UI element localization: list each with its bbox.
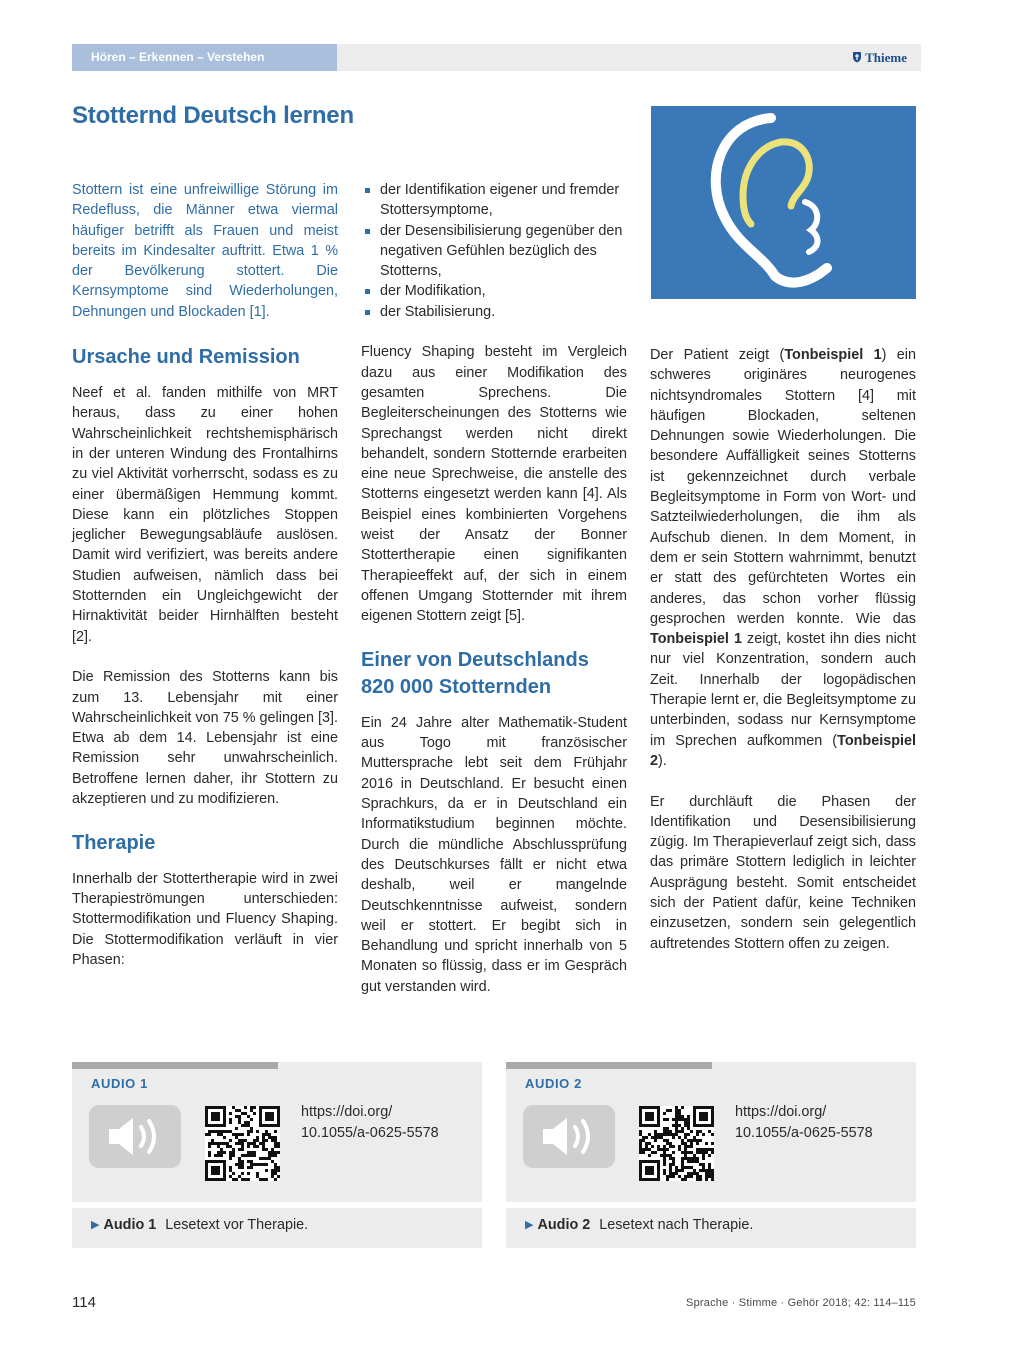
journal-citation: Sprache · Stimme · Gehör 2018; 42: 114–115: [686, 1297, 916, 1309]
audio-card-1: [72, 1062, 482, 1202]
paragraph: Innerhalb der Stottertherapie wird in zwei Therapieströmungen unterschieden: Stottermodifikation und Fluency Shaping. Die Stottermodifikation verläuft in vier Phasen:: [72, 870, 338, 968]
list-item: der Stabilisierung.: [361, 302, 627, 322]
article-title: Stotternd Deutsch lernen: [72, 102, 354, 129]
audio-caption-2: [506, 1208, 916, 1248]
column-1: [72, 180, 338, 990]
publisher-name: Thieme: [865, 50, 907, 65]
running-header: [72, 44, 921, 71]
ear-illustration: [651, 106, 916, 299]
list-item: der Desensibilisierung gegenüber den negativen Gefühlen bezüglich des Stotterns,: [361, 221, 627, 282]
list-item: der Identifikation eigener und fremder Stottersymptome,: [361, 180, 627, 221]
caption-title: Audio 2: [537, 1217, 591, 1233]
speaker-icon[interactable]: [89, 1105, 181, 1168]
thieme-logo-icon: [852, 51, 862, 63]
caption-text: Lesetext vor Therapie.: [165, 1217, 309, 1233]
section-tag: Hören – Erkennen – Verstehen: [72, 44, 337, 71]
column-2: [361, 180, 627, 1017]
card-accent-line: [506, 1062, 712, 1069]
page-number: 114: [72, 1294, 96, 1311]
paragraph: Die Remission des Stotterns kann bis zum 13. Lebensjahr mit einer Wahrscheinlichkeit von 75 % gelingen [3]. Etwa ab dem 14. Lebensjahr ist eine Remission sehr unwahrscheinlich. Betroffene lernen daher, ihr Stottern zu akzeptieren und zu modifizieren.: [72, 669, 338, 808]
qr-code[interactable]: [205, 1106, 280, 1181]
qr-code[interactable]: [639, 1106, 714, 1181]
paragraph: Der Patient zeigt (Tonbeispiel 1) ein schweres originäres neurogenes nichtsyndromales Stottern [4] mit häufigen Blockaden, seltenen Dehnungen sowie Wiederholungen. Die besondere Auffälligkeit seines Stotterns ist gekennzeichnet durch verbale Begleitsymptome in Form von Wort- und Satzteilwiederholungen, die ihm als Aufschub dienen. In dem Moment, in dem er sein Stottern wahrnimmt, benutzt er statt des gefürchteten Wortes ein anderes, das schon vorher flüssig gesprochen werden konnte. Wie das Tonbeispiel 1 zeigt, kostet ihn dies nicht nur viel Konzentration, sondern auch Zeit. Innerhalb der logopädischen Therapie lernt er, die Begleitsymptome zu unterbinden, sodass nur Kernsymptome im Sprechen aufkommen (Tonbeispiel 2).: [650, 347, 917, 769]
speaker-icon[interactable]: [523, 1105, 615, 1168]
list-item: der Modifikation,: [361, 281, 627, 301]
audio-reference[interactable]: Tonbeispiel 2: [650, 732, 916, 769]
audio-label: AUDIO 2: [525, 1076, 582, 1091]
heading-ursache-remission: Ursache und Remission: [72, 346, 300, 369]
paragraph: Ein 24 Jahre alter Mathematik-Student aus Togo mit französischer Muttersprache lebt seit dem Frühjahr 2016 in Deutschland. Er besucht einen Sprachkurs, da er in Deutschland ein Informatikstudium beginnen möchte. Durch die mündliche Abschlussprüfung des Deutschkurses fällt er nicht etwa deshalb, weil er mangelnde Deutschkenntnisse aufweist, sondern weil er stottert. Er begibt sich in Behandlung und spricht innerhalb von 5 Monaten so flüssig, dass er im Gespräch gut verstanden wird.: [361, 714, 627, 995]
audio-caption-1: [72, 1208, 482, 1248]
play-arrow-icon: ▶: [525, 1219, 534, 1231]
caption-text: Lesetext nach Therapie.: [599, 1217, 754, 1233]
lead-paragraph: Stottern ist eine unfreiwillige Störung im Redefluss, die Männer etwa viermal häufiger betrifft als Frauen und meist bereits im Kindesalter auftritt. Etwa 1 % der Bevölkerung stottert. Die Kernsymptome sind Wiederholungen, Dehnungen und Blockaden [1].: [72, 182, 338, 320]
phases-list: [361, 180, 627, 322]
play-arrow-icon: ▶: [91, 1219, 100, 1231]
publisher-logo: [852, 44, 907, 71]
audio-label: AUDIO 1: [91, 1076, 148, 1091]
paragraph: Fluency Shaping besteht im Vergleich dazu aus einer Modifikation des gesamten Sprechens. Die Begleiterscheinungen des Stotterns wie Sprechangst werden nicht direkt behandelt, sondern Stotternde erarbeiten eine neue Sprechweise, die anstelle des Stotterns eingesetzt werden kann [4]. Als Beispiel eines kombinierten Vorgehens weist der Ansatz der Bonner Stottertherapie einen signifikanten Therapieeffekt auf, der sich in einem offenen Umgang Stotternder mit ihrem eigenen Stottern zeigt [5].: [361, 344, 627, 625]
column-3: [650, 345, 916, 974]
doi-link[interactable]: https://doi.org/ 10.1055/a-0625-5578: [301, 1104, 439, 1141]
card-accent-line: [72, 1062, 278, 1069]
doi-link[interactable]: https://doi.org/ 10.1055/a-0625-5578: [735, 1104, 873, 1141]
paragraph: Er durchläuft die Phasen der Identifikation und Desensibilisierung zügig. Im Therapieverlauf zeigt sich, dass das primäre Stottern lediglich in leichter Ausprägung besteht. Somit entscheidet sich der Patient dafür, keine Techniken einzusetzen, sondern sein gelegentlich auftretendes Stottern offen zu zeigen.: [650, 793, 916, 952]
paragraph: Neef et al. fanden mithilfe von MRT heraus, dass zu einer hohen Wahrscheinlichkeit rechtshemisphärisch in der unteren Windung des Frontalhirns zu viel Aktivität vorherrscht, sodass es zu einer übermäßigen Hemmung kommt. Diese kann ein plötzliches Stoppen jeglicher Bewegungsabläufe auslösen. Damit wird verifiziert, was bereits andere Studien aufweisen, nämlich dass bei Stotternden ein Ungleichgewicht der Hirnaktivität beider Hirnhälften besteht [2].: [72, 385, 338, 645]
heading-therapie: Therapie: [72, 831, 156, 854]
audio-reference[interactable]: Tonbeispiel 1: [650, 631, 742, 648]
audio-reference[interactable]: Tonbeispiel 1: [784, 347, 882, 363]
audio-card-2: [506, 1062, 916, 1202]
caption-title: Audio 1: [103, 1217, 157, 1233]
heading-einer-von-deutschlands: Einer von Deutschlands 820 000 Stotternden: [361, 648, 589, 698]
